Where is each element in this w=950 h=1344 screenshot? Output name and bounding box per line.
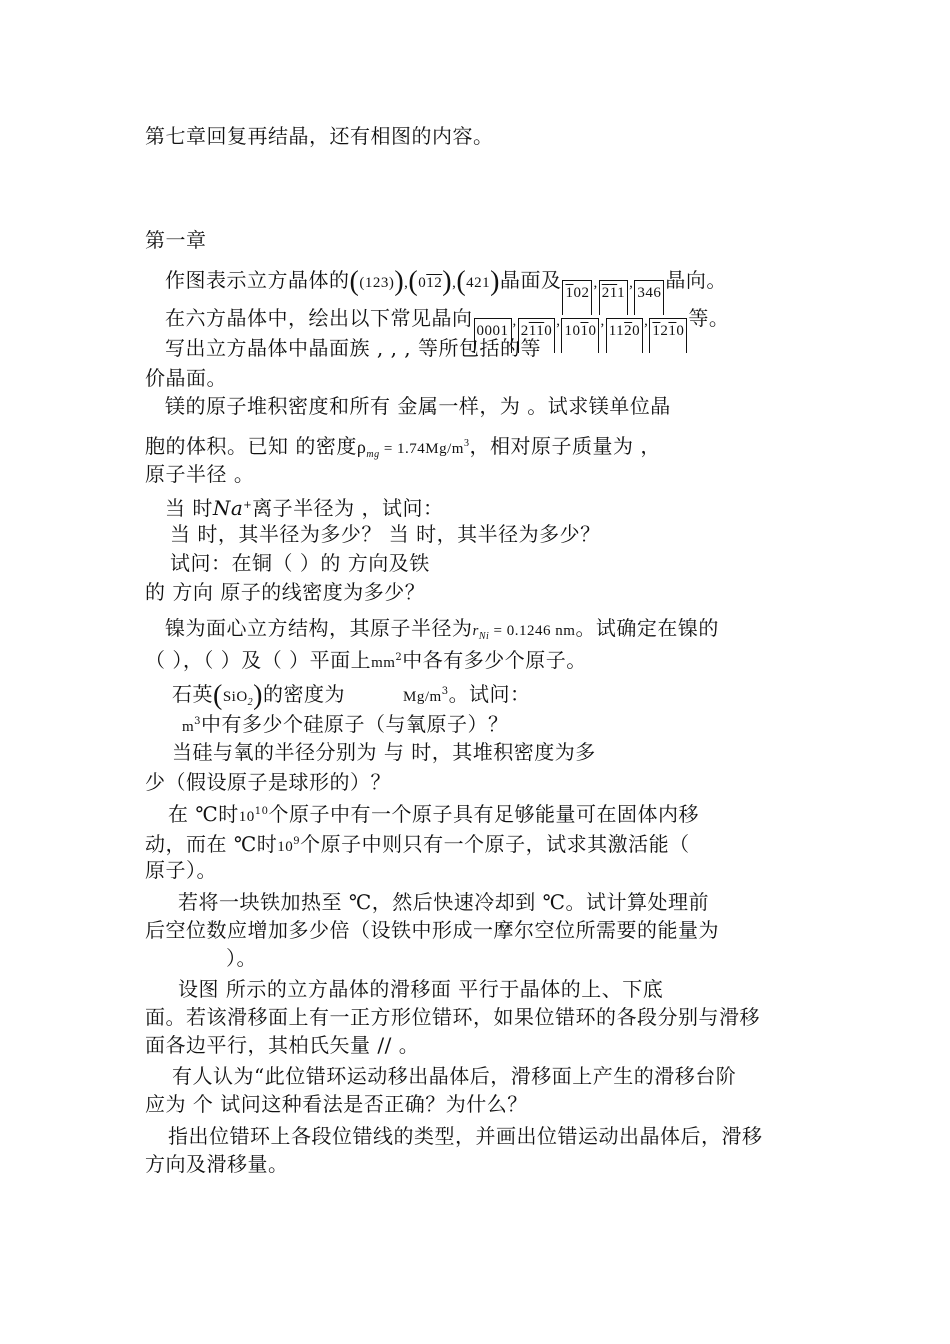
q3-line-2: 价晶面。 [145,366,227,390]
intro-line: 第七章回复再结晶，还有相图的内容。 [145,124,494,148]
r-ni-formula: $r_{Ni} = 0.1246$ nm [472,623,576,642]
q6-line-2: 的 方向 原子的线密度为多少？ [145,580,426,604]
q8-line-3: 当硅与氧的半径分别为 与 时，其堆积密度为多 [172,740,596,764]
sio2-formula: (SiO$_2$) [213,680,263,711]
q1-text-b: 晶面及 [499,268,562,292]
q10-line-2: 后空位数应增加多少倍（设铁中形成一摩尔空位所需要的能量为 [145,918,719,942]
q11-line-4: 有人认为“此位错环运动移出晶体后，滑移面上产生的滑移台阶 [172,1064,737,1088]
q11-line-2: 面。若该滑移面上有一正方形位错环，如果位错环的各段分别与滑移 [145,1005,760,1029]
q11-line-5: 应为 个 试问这种看法是否正确？为什么？ [145,1092,528,1116]
q9-line-2: 动，而在 ℃时$10^9$个原子中则只有一个原子，试求其激活能（ [145,832,690,856]
q1-planes: ((123)),(012),(421) [349,266,500,297]
q4-line-2: 胞的体积。已知 的密度$\rho_{mg} = 1.74Mg/m^3$，相对原子质量为 ， [145,434,661,460]
q1-text-c: 晶向。 [665,268,727,292]
q5-line-1: 当 时Na+离子半径为 ，试问： [165,496,444,520]
q11-line-1: 设图 所示的立方晶体的滑移面 平行于晶体的上、下底 [178,977,664,1001]
q1-directions: 102,211,346 [561,275,665,291]
q4-line-1: 镁的原子堆积密度和所有 金属一样，为 。试求镁单位晶 [165,394,671,418]
q7-line-1: 镍为面心立方结构，其原子半径为$r_{Ni} = 0.1246$ nm。试确定在镍的 [165,616,719,642]
q1-text-a: 作图表示立方晶体的 [165,268,350,292]
q11-line-3: 面各边平行，其柏氏矢量 // 。 [145,1033,420,1057]
q10-line-1: 若将一块铁加热至 ℃，然后快速冷却到 ℃。试计算处理前 [178,890,709,914]
q9-line-3: 原子）。 [145,858,217,882]
q6-line-1: 试问：在铜（ ）的 方向及铁 [170,551,430,575]
rho-formula: $\rho_{mg} = 1.74Mg/m^3$ [356,437,470,460]
q11-line-7: 方向及滑移量。 [145,1152,289,1176]
chapter-title: 第一章 [145,228,207,252]
q8-line-2: $m^3$中有多少个硅原子（与氧原子）？ [182,712,509,736]
q2-text-b: 等。 [688,306,730,330]
q2-text-a: 在六方晶体中，绘出以下常见晶向 [165,306,473,330]
q11-line-6: 指出位错环上各段位错线的类型，并画出位错运动出晶体后，滑移 [168,1124,763,1148]
q3-line-1: 写出立方晶体中晶面族 , , , 等所包括的等 [165,336,542,360]
q5-line-2: 当 时，其半径为多少？ 当 时，其半径为多少？ [170,522,601,546]
q10-line-3: ）。 [226,946,257,970]
q7-line-2: （ ），（ ）及（ ）平面上$mm^2$中各有多少个原子。 [145,648,587,672]
q8-line-4: 少（假设原子是球形的）？ [145,770,391,794]
na-ion: Na [212,496,244,520]
q9-line-1: 在 ℃时$10^{10}$个原子中有一个原子具有足够能量可在固体内移 [168,802,699,826]
q4-line-3: 原子半径 。 [145,462,255,486]
q8-line-1: 石英(SiO$_2$)的密度为 $Mg/m^3$。试问： [172,680,531,711]
q2-directions: 0001,2110,1010,1120,1210 [473,313,689,329]
